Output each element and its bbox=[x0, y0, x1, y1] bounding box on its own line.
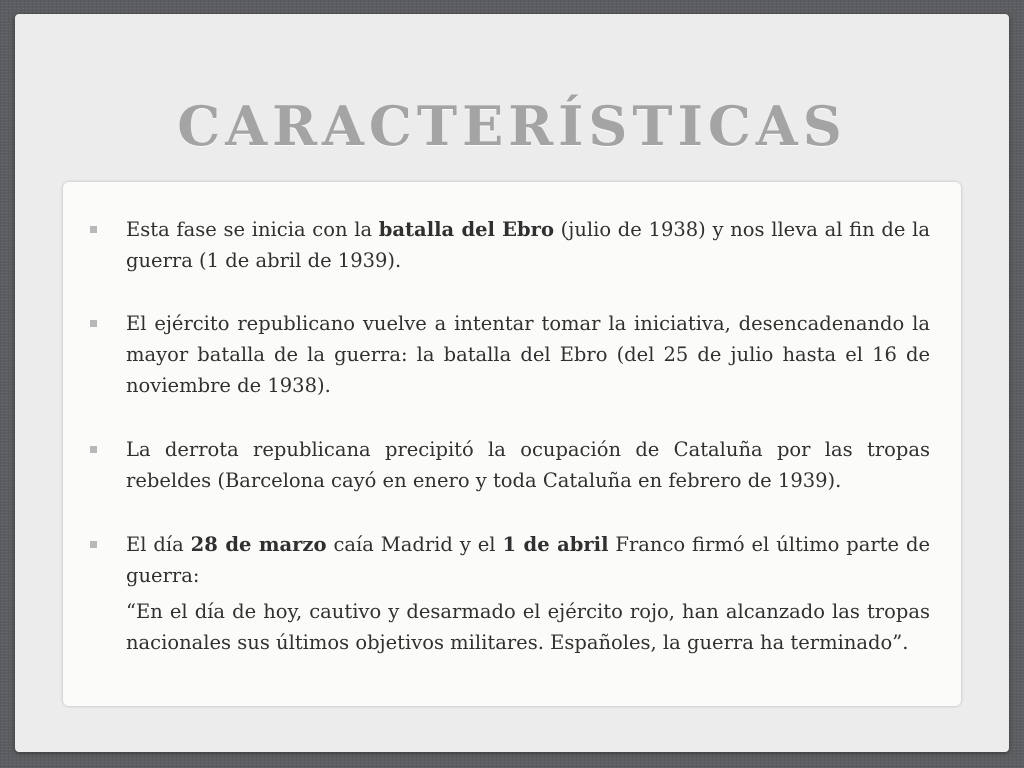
bullet-marker-icon bbox=[90, 446, 97, 453]
bullet-marker-icon bbox=[90, 226, 97, 233]
bullet-text bbox=[126, 434, 930, 496]
text-segment: Franco firmó el último parte de guerra: bbox=[126, 533, 931, 587]
text-segment: caía Madrid y el bbox=[326, 533, 503, 556]
slide bbox=[15, 14, 1009, 752]
bullet-text bbox=[126, 308, 930, 401]
text-segment: Esta fase se inicia con la bbox=[126, 218, 379, 241]
quote-text: “En el día de hoy, cautivo y desarmado el ejército rojo, han alcanzado las tropas nacionales sus últimos objetivos militares. Españoles, la guerra ha terminado”. bbox=[126, 600, 930, 654]
text-segment: (julio de 1938) y nos lleva al fin de la guerra (1 de abril de 1939). bbox=[126, 218, 930, 272]
bold-text: 28 de marzo bbox=[190, 533, 327, 556]
bold-text: 1 de abril bbox=[502, 533, 609, 556]
bullet-marker-icon bbox=[90, 320, 97, 327]
bullet-text bbox=[126, 529, 930, 591]
text-segment: El día bbox=[126, 533, 191, 556]
text-segment: El ejército republicano vuelve a intentar tomar la iniciativa, desencadenando la mayor batalla de la guerra: la batalla del Ebro (del 25 de julio hasta el 16 de noviembre de 1938). bbox=[126, 312, 930, 397]
bullet-text bbox=[126, 214, 930, 276]
content-card bbox=[63, 182, 961, 706]
bold-text: batalla del Ebro bbox=[378, 218, 554, 241]
slide-title: CARACTERÍSTICAS bbox=[177, 94, 847, 158]
text-segment: La derrota republicana precipitó la ocupación de Cataluña por las tropas rebeldes (Barcelona cayó en enero y toda Cataluña en febrero de 1939). bbox=[126, 438, 930, 492]
bullet-marker-icon bbox=[90, 541, 97, 548]
